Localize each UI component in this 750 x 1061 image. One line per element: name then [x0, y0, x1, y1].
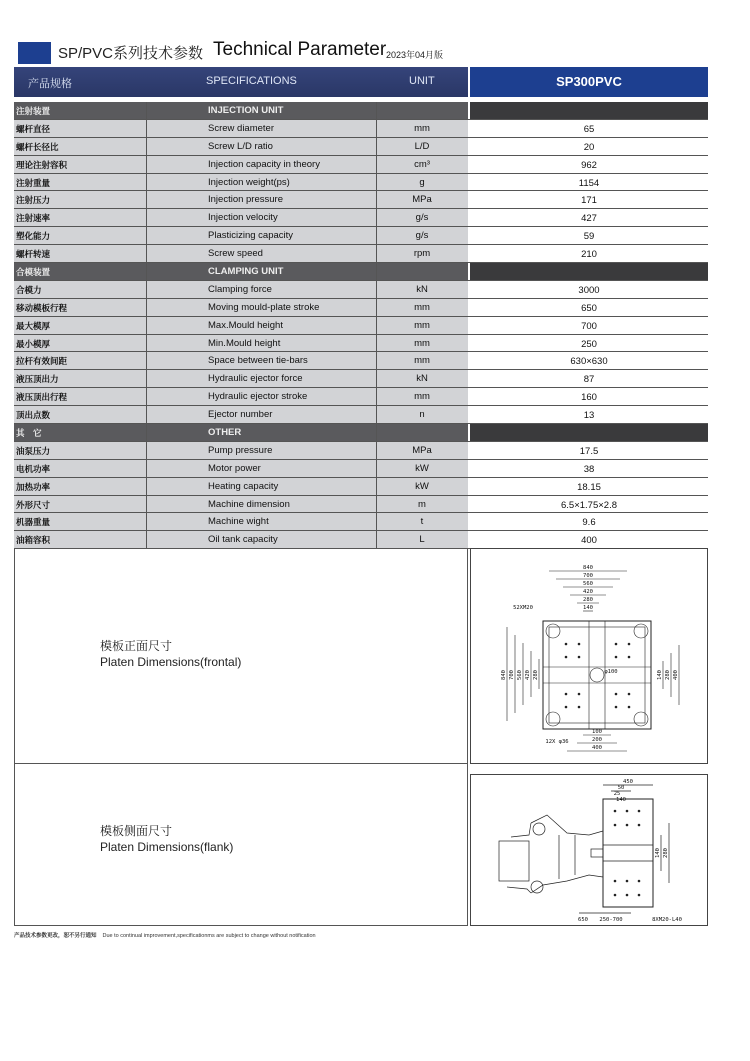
spec-value: 962	[581, 159, 597, 171]
spec-value: 210	[581, 249, 597, 261]
spec-value: 9.6	[582, 517, 596, 529]
spec-unit: mm	[414, 319, 430, 331]
spec-row	[14, 460, 708, 478]
section-header	[14, 263, 708, 281]
spec-unit: mm	[414, 301, 430, 313]
spec-unit: kN	[416, 373, 428, 385]
dimension-label: 400	[592, 745, 602, 751]
spec-name-cn: 液压顶出行程	[16, 392, 68, 403]
dimension-label: 25	[613, 791, 621, 797]
spec-row	[14, 281, 708, 299]
dimension-label: 140	[583, 605, 593, 611]
spec-row	[14, 442, 708, 460]
edition-date: 2023年04月版	[386, 50, 444, 60]
spec-value: 87	[583, 374, 595, 386]
spec-name-cn: 油箱容积	[16, 535, 51, 546]
hole-label: 12X φ36	[545, 739, 569, 745]
spec-row	[14, 120, 708, 138]
dimension-label: 250-700	[599, 917, 623, 923]
dimension-label: 560	[517, 670, 523, 680]
spec-name-en: Screw L/D ratio	[208, 140, 273, 152]
dimension-label: 100	[592, 729, 602, 735]
spec-name-en: Injection weight(ps)	[208, 176, 290, 188]
dimension-label: 840	[583, 565, 593, 571]
spec-row	[14, 513, 708, 531]
spec-name-en: Injection velocity	[208, 212, 278, 224]
spec-unit: mm	[414, 355, 430, 367]
spec-name-cn: 合模力	[16, 284, 42, 295]
spec-unit: L/D	[414, 140, 430, 152]
spec-name-cn: 拉杆有效间距	[16, 356, 68, 367]
spec-name-cn: 理论注射容积	[16, 159, 68, 170]
title-english: Technical Parameter	[213, 39, 387, 60]
section-cn: 合模装置	[16, 267, 51, 278]
spec-value: 38	[583, 463, 595, 475]
spec-unit: rpm	[413, 248, 431, 260]
spec-row	[14, 352, 708, 370]
spec-name-cn: 电机功率	[16, 463, 51, 474]
dimension-label: 140	[616, 797, 626, 803]
dimension-label: 8XM20-L40	[652, 917, 682, 923]
spec-name-en: Space between tie-bars	[208, 355, 308, 367]
title-chinese: SP/PVC系列技术参数	[58, 45, 204, 62]
spec-name-en: Motor power	[208, 462, 261, 474]
spec-name-cn: 注射压力	[16, 195, 51, 206]
spec-name-cn: 螺杆转速	[16, 249, 51, 260]
spec-unit: kN	[416, 283, 428, 295]
dimension-label: 840	[501, 670, 507, 680]
spec-name-cn: 机器重量	[16, 517, 51, 528]
spec-name-en: Screw speed	[208, 248, 263, 260]
spec-row	[14, 388, 708, 406]
spec-row	[14, 156, 708, 174]
spec-unit: kW	[415, 480, 429, 492]
spec-name-en: Hydraulic ejector stroke	[208, 391, 308, 403]
spec-name-cn: 注射重量	[16, 177, 51, 188]
col-header-unit: UNIT	[409, 75, 435, 87]
spec-row	[14, 245, 708, 263]
dimension-label: 560	[583, 581, 593, 587]
spec-name-en: Plasticizing capacity	[208, 230, 294, 242]
flank-drawing-panel	[470, 774, 708, 926]
spec-value: 171	[581, 195, 597, 207]
dimension-label: 140	[655, 848, 661, 858]
dimension-label: 200	[592, 737, 602, 743]
spec-unit: mm	[414, 337, 430, 349]
spec-name-cn: 注射速率	[16, 213, 51, 224]
spec-row	[14, 370, 708, 388]
center-label: φ100	[604, 669, 618, 675]
spec-unit: t	[420, 516, 424, 528]
spec-name-cn: 液压顶出力	[16, 374, 59, 385]
spec-name-en: Moving mould-plate stroke	[208, 301, 320, 313]
screw-label: 52XM20	[513, 605, 533, 611]
section-en: OTHER	[208, 427, 242, 439]
spec-value: 250	[581, 338, 597, 350]
flank-title-cn: 模板侧面尺寸	[100, 824, 173, 838]
spec-name-cn: 螺杆直径	[16, 123, 51, 134]
spec-row	[14, 174, 708, 192]
spec-row	[14, 496, 708, 514]
spec-name-en: Injection capacity in theory	[208, 158, 320, 170]
spec-name-en: Ejector number	[208, 409, 273, 421]
spec-row	[14, 299, 708, 317]
spec-value: 59	[583, 231, 595, 243]
spec-name-cn: 最小模厚	[16, 338, 51, 349]
spec-unit: L	[419, 534, 425, 546]
spec-row	[14, 138, 708, 156]
spec-value: 17.5	[579, 445, 599, 457]
section-header	[14, 102, 708, 120]
spec-row	[14, 531, 708, 549]
spec-unit: g	[419, 176, 425, 188]
spec-value: 6.5×1.75×2.8	[561, 499, 617, 511]
frontal-drawing	[471, 549, 707, 763]
spec-name-en: Pump pressure	[208, 444, 273, 456]
section-cn: 其 它	[16, 428, 42, 439]
spec-name-cn: 移动模板行程	[16, 302, 68, 313]
spec-unit: mm	[414, 391, 430, 403]
spec-unit: MPa	[412, 444, 432, 456]
spec-row	[14, 191, 708, 209]
spec-value: 65	[583, 123, 595, 135]
footer-en: Due to continual improvement,specificationms are subject to change without notification	[102, 933, 316, 939]
spec-unit: cm³	[414, 158, 430, 170]
spec-row	[14, 227, 708, 245]
spec-unit: kW	[415, 462, 429, 474]
dimension-label: 280	[533, 670, 539, 680]
spec-name-en: Heating capacity	[208, 480, 279, 492]
dimension-label: 700	[583, 573, 593, 579]
dimension-label: 400	[673, 670, 679, 680]
frontal-title-cn: 模板正面尺寸	[100, 639, 173, 653]
table-header-left	[14, 67, 468, 97]
col-header-chinese: 产品规格	[28, 78, 72, 90]
spec-unit: mm	[414, 122, 430, 134]
dimension-label: 650	[578, 917, 588, 923]
spec-name-en: Min.Mould height	[208, 337, 281, 349]
spec-unit: m	[418, 498, 426, 510]
frontal-panel	[14, 548, 468, 764]
spec-table	[14, 102, 708, 549]
spec-name-en: Clamping force	[208, 283, 272, 295]
frontal-title-en: Platen Dimensions(frontal)	[100, 655, 242, 669]
spec-name-en: Screw diameter	[208, 122, 274, 134]
dimension-label: 420	[525, 670, 531, 680]
spec-name-cn: 顶出点数	[16, 410, 51, 421]
flank-drawing	[471, 775, 707, 925]
spec-row	[14, 406, 708, 424]
section-cn: 注射装置	[16, 106, 51, 116]
spec-name-en: Max.Mould height	[208, 319, 283, 331]
spec-unit: g/s	[415, 230, 429, 242]
spec-name-cn: 最大模厚	[16, 320, 51, 331]
model-name: SP300PVC	[470, 67, 708, 97]
flank-panel	[14, 764, 468, 926]
spec-name-en: Oil tank capacity	[208, 534, 278, 546]
spec-value: 427	[581, 213, 597, 225]
spec-name-cn: 加热功率	[16, 481, 51, 492]
spec-value: 3000	[578, 284, 600, 296]
spec-value: 18.15	[577, 481, 601, 493]
spec-value: 13	[583, 410, 595, 422]
spec-name-en: Machine dimension	[208, 498, 290, 510]
spec-row	[14, 317, 708, 335]
footer-cn: 产品技术参数更改，恕不另行通知	[14, 933, 97, 939]
spec-value: 160	[581, 392, 597, 404]
spec-value: 1154	[578, 177, 600, 189]
section-header	[14, 424, 708, 442]
spec-name-cn: 螺杆长径比	[16, 141, 59, 152]
frontal-drawing-panel	[470, 548, 708, 764]
spec-name-cn: 塑化能力	[16, 231, 51, 242]
spec-name-cn: 油泵压力	[16, 445, 51, 456]
flank-title-en: Platen Dimensions(flank)	[100, 840, 234, 854]
spec-name-en: Injection pressure	[208, 194, 283, 206]
section-en: INJECTION UNIT	[208, 105, 284, 116]
dimension-label: 140	[657, 670, 663, 680]
spec-unit: g/s	[415, 212, 429, 224]
dimension-label: 280	[665, 670, 671, 680]
spec-row	[14, 335, 708, 353]
spec-unit: MPa	[412, 194, 432, 206]
dimension-label: 280	[583, 597, 593, 603]
section-en: CLAMPING UNIT	[208, 266, 284, 278]
spec-value: 630×630	[570, 356, 608, 368]
dimension-label: 420	[583, 589, 593, 595]
spec-name-en: Hydraulic ejector force	[208, 373, 303, 385]
spec-name-cn: 外形尺寸	[16, 499, 51, 510]
spec-value: 700	[581, 320, 597, 332]
spec-value: 650	[581, 302, 597, 314]
dimension-label: 280	[663, 848, 669, 858]
dimension-label: 700	[509, 670, 515, 680]
spec-value: 400	[581, 535, 597, 547]
col-header-specifications: SPECIFICATIONS	[206, 75, 297, 87]
dimension-label: 450	[623, 779, 633, 785]
dimension-label: 50	[617, 785, 625, 791]
spec-value: 20	[583, 141, 595, 153]
spec-row	[14, 209, 708, 227]
header-color-block	[18, 42, 51, 64]
spec-row	[14, 478, 708, 496]
spec-unit: n	[419, 409, 425, 421]
footer-note	[14, 931, 316, 939]
spec-name-en: Machine wight	[208, 516, 269, 528]
